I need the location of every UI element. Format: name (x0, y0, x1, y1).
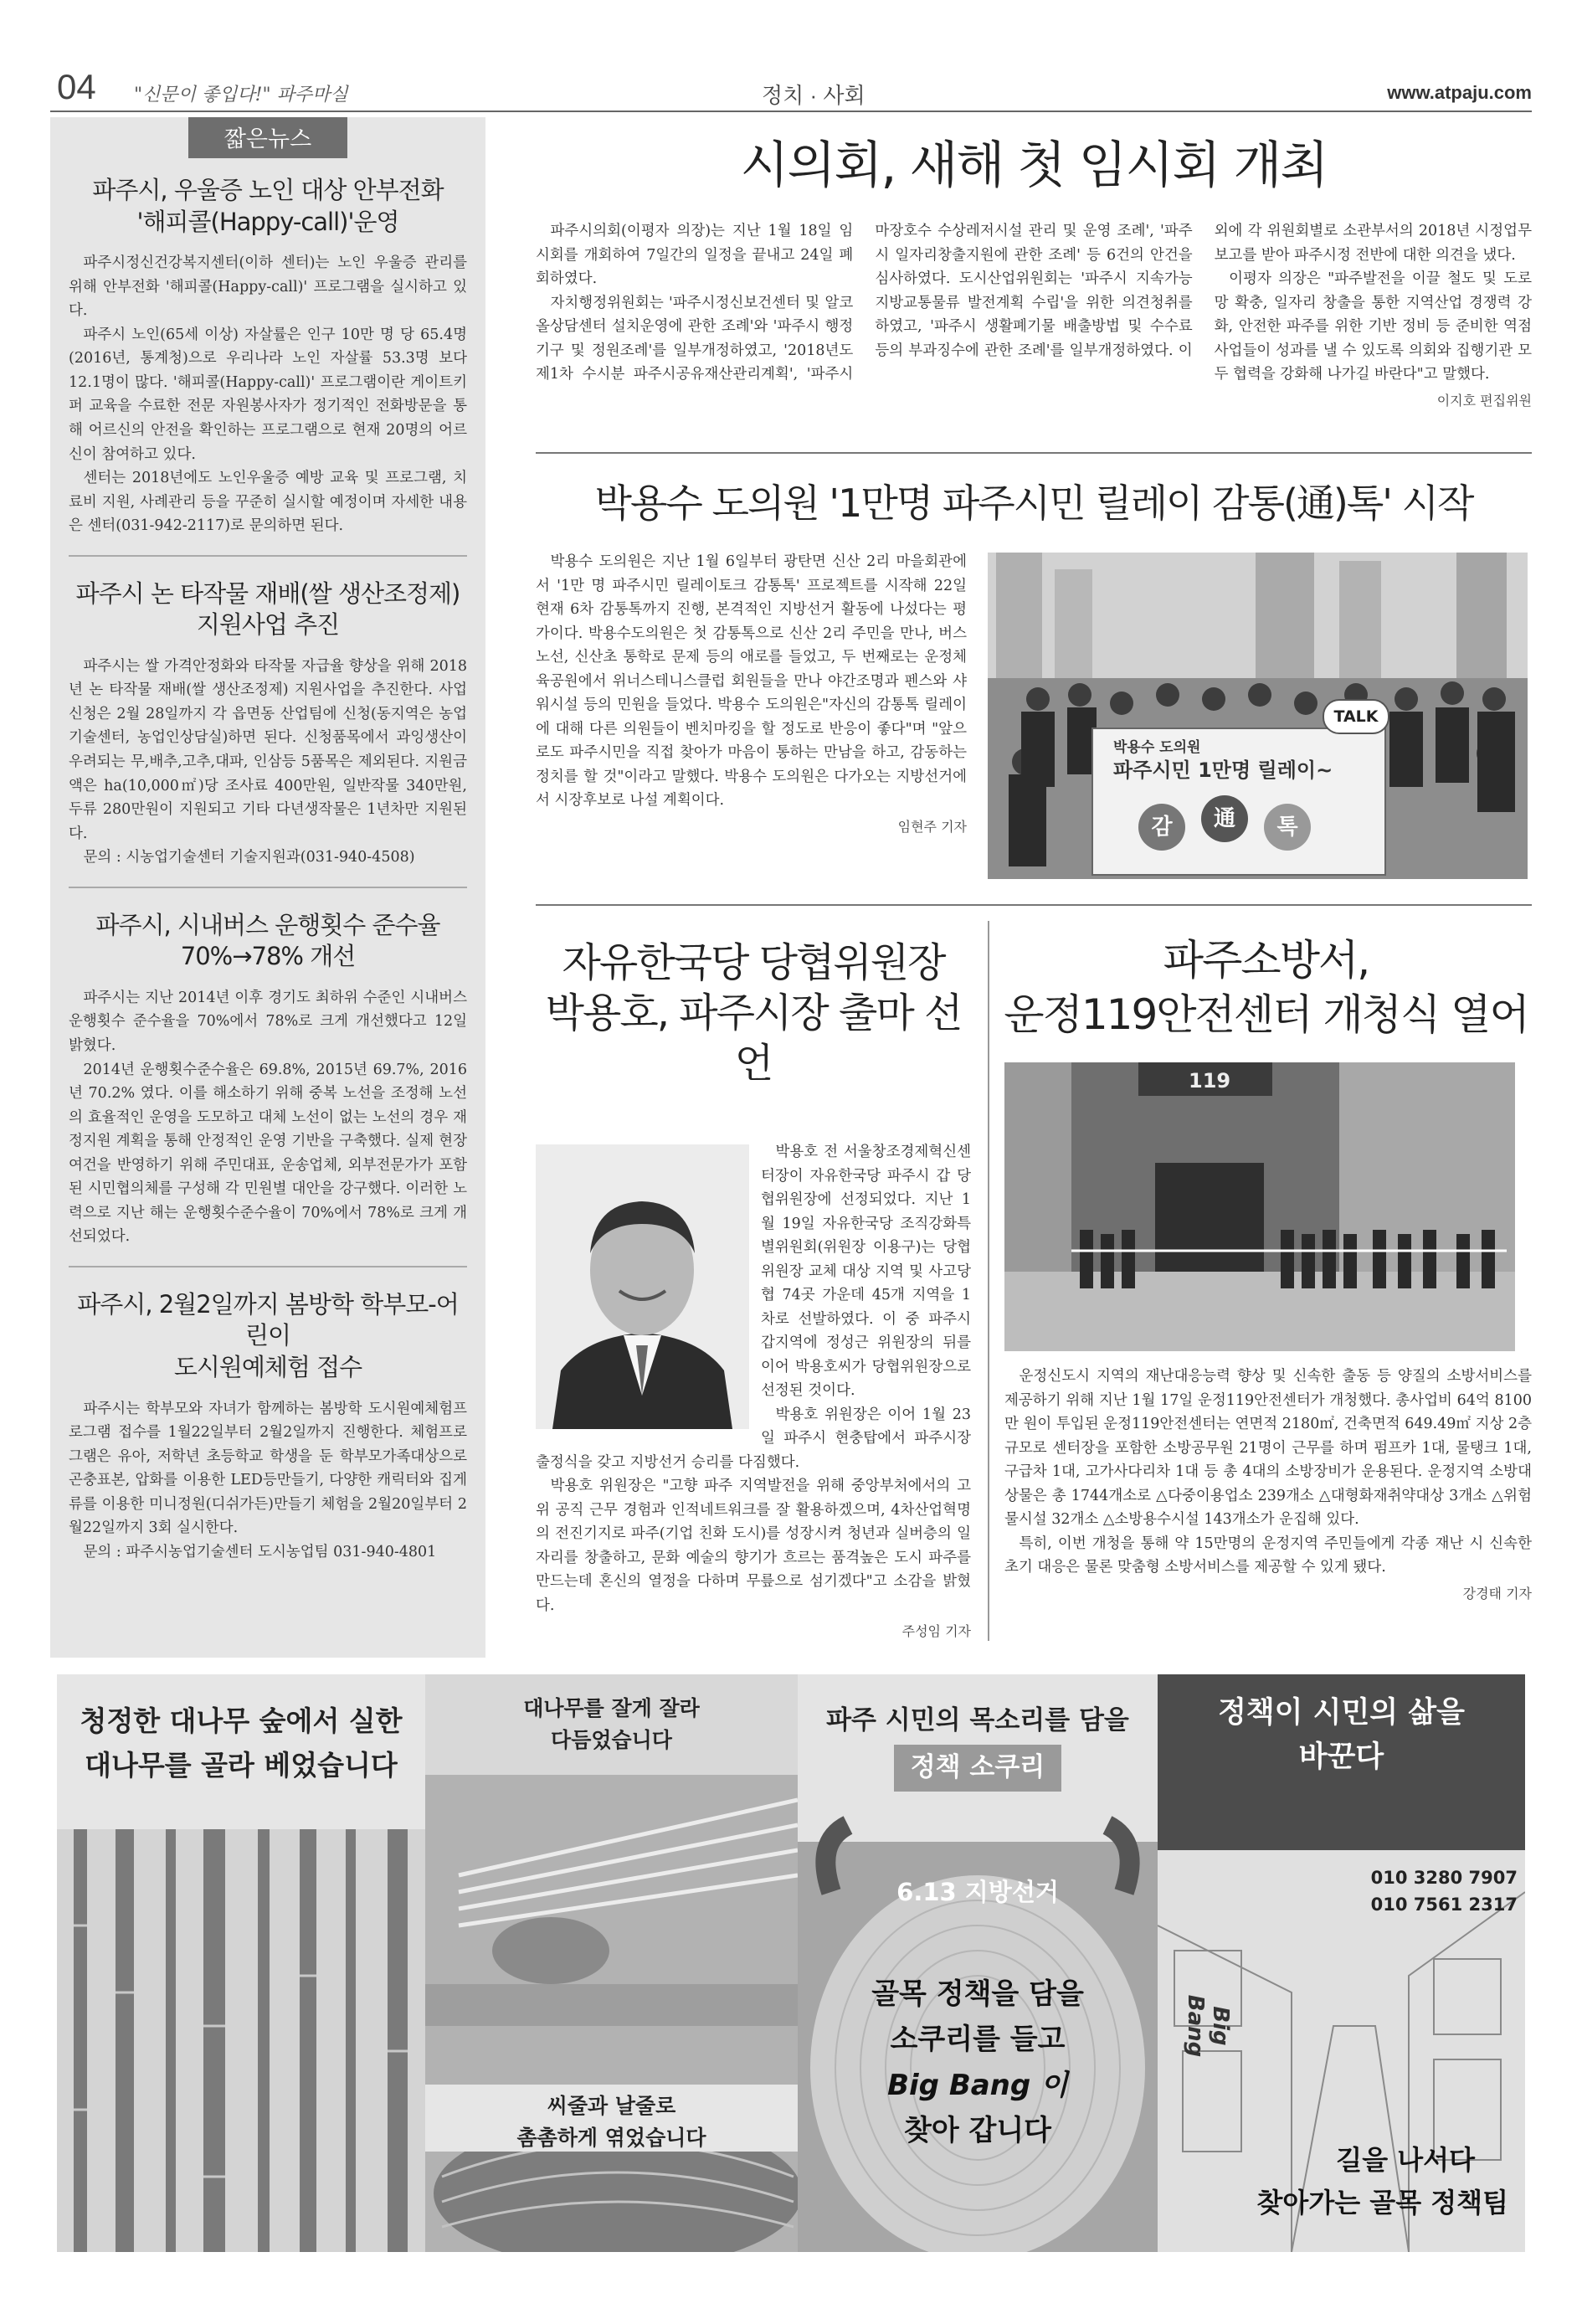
divider (536, 904, 1532, 906)
brief-body: 파주시는 지난 2014년 이후 경기도 최하위 수준인 시내버스 운행횟수 준수율을 70%에서 78%로 크게 개선했다고 12일 밝혔다. 2014년 운행횟수준수율은 69.8%, 2015년 69.7%, 2016년 70.2% 였다. 이를 해소하기 위해 중복 노선을 조정해 노선의 효율적인 운영을 도모하고 대체 노선이 없는 노선의 경우 재정지원 계획을 통해 안정적인 운영 기반을 구축했다. 실제 현장 여건을 반영하기 위해 주민대표, 운송업체, 외부전문가가 포함된 시민협의체를 구성해 각 민원별 대안을 강구했다. 이러한 노력으로 지난 해는 운행횟수준수율이 70%에서 78%로 크게 개선되었다. (69, 989, 467, 1246)
brief-title: 파주시, 2월2일까지 봄방학 학부모-어린이 도시원예체험 접수 (77, 1289, 459, 1381)
divider (536, 452, 1532, 454)
fire-headline: 파주소방서, 운정119안전센터 개청식 열어 (1004, 936, 1528, 1039)
brief-title: 파주시, 우울증 노인 대상 안부전화 '해피콜(Happy-call)'운영 (92, 176, 444, 236)
council-article (536, 126, 1532, 409)
page-number: 04 (57, 67, 96, 106)
fire-station-photo (1004, 1062, 1515, 1351)
newspaper-slogan: "신문이 좋입다!" 파주마실 (134, 85, 348, 105)
ad-panel-bamboo-forest (57, 1674, 425, 2252)
ad-panel-basket (798, 1674, 1158, 2252)
brief-title: 파주시, 시내버스 운행횟수 준수율 70%→78% 개선 (95, 910, 440, 971)
relay-headline: 박용수 도의원 '1만명 파주시민 릴레이 감통(通)톡' 시작 (594, 481, 1473, 526)
fire-body: 운정신도시 지역의 재난대응능력 향상 및 신속한 출동 등 양질의 소방서비스를 제공하기 위해 지난 1월 17일 운정119안전센터가 개청했다. 총사업비 64억 8100만 원이 투입된 운정119안전센터는 연면적 2180㎡, 건축면적 649.49㎡ 지상 2층 규모로 센터장을 포함한 소방공무원 21명이 근무를 하며 펌프카 1대, 물탱크 1대, 구급차 1대, 고가사다리차 1대 등 총 4대의 소방장비가 운용된다. 운정지역 소방대상물은 총 1744개소로 △다중이용업소 239개소 △대형화재취약대상 3개소 △위험물시설 32개소 △소방용수시설 143개소가 운집해 있다. 특히, 이번 개청을 통해 약 15만명의 운정지역 주민들에게 각종 재난 시 신속한 초기 대응은 물론 맞춤형 소방서비스를 제공할 수 있게 됐다. (1004, 1368, 1532, 1576)
brief-gardening-program (69, 1267, 467, 1581)
ad-panel3-message: 골목 정책을 담을 소쿠리를 들고 Big Bang 이 찾아 갑니다 (871, 1977, 1084, 2148)
ad-panel2-top-text: 대나무를 잘게 잘라 다듬었습니다 (523, 1696, 700, 1752)
fire-station-article (1000, 933, 1532, 1602)
brief-body: 파주시는 학부모와 자녀가 함께하는 봄방학 도시원예체험프로그램 접수를 1월22일부터 2월2일까지 진행한다. 체험프로그램은 유아, 저학년 초등학교 학생을 둔 학부모가족대상으로 곤충표본, 압화를 이용한 LED등만들기, 다양한 캐릭터와 집게류를 이용한 미니정원(디쉬가든)만들기 체험을 2월20일부터 2월22일까지 3회 실시한다. 문의 : 파주시농업기술센터 도시농업팀 031-940-4801 (69, 1400, 467, 1560)
brief-title: 파주시 논 타작물 재배(쌀 생산조정제) 지원사업 추진 (75, 578, 460, 640)
policy-basket-advertisement (57, 1674, 1525, 2252)
relay-char-gam: 감 (1138, 804, 1185, 851)
relay-photo-art (988, 553, 1528, 879)
website-link[interactable]: www.atpaju.com (1387, 82, 1532, 103)
relay-banner-line1: 박용수 도의원 (1113, 739, 1201, 756)
council-headline: 시의회, 새해 첫 임시회 개최 (740, 136, 1328, 195)
candidate-article (536, 938, 971, 1640)
column-divider (988, 921, 989, 1641)
ad-phone-numbers[interactable]: 010 3280 7907 010 7561 2317 (1370, 1868, 1518, 1915)
fire-photo-art (1004, 1062, 1515, 1351)
ad-election-label: 6.13 지방선거 (896, 1878, 1059, 1906)
relay-char-tong: 通 (1201, 795, 1248, 842)
relay-talk-photo (988, 553, 1528, 879)
ad-panel2-bottom-text: 씨줄과 날줄로 촘촘하게 엮었습니다 (516, 2094, 706, 2150)
brief-body: 파주시정신건강복지센터(이하 센터)는 노인 우울증 관리를 위해 안부전화 '해피콜(Happy-call)' 프로그램을 실시하고 있다. 파주시 노인(65세 이상) 자살률은 인구 10만 명 당 65.4명(2016년, 통계청)으로 우리나라 노인 자살률 53.3명 보다 12.1명이 많다. '해피콜(Happy-call)' 프로그램이란 게이트키퍼 교육을 수료한 전문 자원봉사자가 정기적인 전화방문을 통해 어르신의 안전을 확인하는 프로그램으로 현재 20명의 어르신이 참여하고 있다. 센터는 2018년에도 노인우울증 예방 교육 및 프로그램, 치료비 지원, 사례관리 등을 꾸준히 실시할 예정이며 자세한 내용은 센터(031-942-2117)로 문의하면 된다. (69, 255, 467, 535)
short-news-sidebar (50, 117, 485, 1658)
brief-rice-adjustment (69, 557, 467, 888)
candidate-byline: 주성임 기자 (901, 1623, 971, 1640)
weaving-art (425, 1674, 798, 2252)
ad-panel3-title: 파주 시민의 목소리를 담을 정책 소쿠리 (798, 1698, 1158, 1792)
ad-panel1-text: 청정한 대나무 숲에서 실한 대나무를 골라 베었습니다 (80, 1704, 403, 1782)
council-body: 파주시의회(이평자 의장)는 지난 1월 18일 임시회를 개회하여 7일간의 일정을 끝내고 24일 폐회하였다. 자치행정위원회는 '파주시정신보건센터 및 알코올상담센터 설치운영에 관한 조례'와 '파주시 행정기구 및 정원조례'를 일부개정하였고, '2018년도 제1차 수시분 파주시공유재산관리계획', '파주시 마장호수 수상레저시설 관리 및 운영 조례', '파주시 일자리창출지원에 관한 조례' 등 6건의 안건을 심사하였다. 도시산업위원회는 '파주시 지속가능 지방교통물류 발전계획 수립'을 위한 의견청취를 하였고, '파주시 생활폐기물 배출방법 및 수수료 등의 부과징수에 관한 조례'를 일부개정하였다. 이외에 각 위원회별로 소관부서의 2018년 시정업무보고를 받아 파주시정 전반에 대한 의견을 냈다. 이평자 의장은 "파주발전을 이끌 철도 및 도로망 확충, 일자리 창출을 통한 지역산업 경쟁력 강화, 안전한 파주를 위한 기반 정비 등 준비한 역점사업들이 성과를 낼 수 있도록 의회와 집행기관 모두 협력을 강화해 나가길 바란다"고 말했다. (536, 223, 1532, 383)
relay-banner-line2: 파주시민 1만명 릴레이~ (1113, 758, 1333, 782)
short-news-tab: 짧은뉴스 (188, 117, 347, 158)
brief-bus-compliance (69, 888, 467, 1267)
brief-body: 파주시는 쌀 가격안정화와 타작물 자급율 향상을 위해 2018년 논 타작물 재배(쌀 생산조정제) 지원사업을 추진한다. 사업신청은 2월 28일까지 각 읍면동 산업팀에 신청(동지역은 농업기술센터, 농업인상담실)하면 된다. 신청품목에서 과잉생산이 우려되는 무,배추,고추,대파, 인삼등 5품목은 제외된다. 지원금액은 ha(10,000㎡)당 조사료 400만원, 일반작물 340만원, 두류 280만원이 지원되고 기타 다년생작물은 1년차만 지원된다. 문의 : 시농업기술센터 기술지원과(031-940-4508) (69, 657, 467, 866)
council-byline: 이지호 편집위원 (1436, 392, 1532, 409)
relay-talk-bubble: TALK (1323, 699, 1389, 734)
candidate-headline: 자유한국당 당협위원장 박용호, 파주시장 출마 선언 (545, 939, 962, 1087)
candidate-portrait (536, 1144, 749, 1429)
relay-char-tok: 톡 (1264, 804, 1311, 851)
candidate-body: 박용호 전 서울창조경제혁신센터장이 자유한국당 파주시 갑 당협위원장에 선정되었다. 지난 1월 19일 자유한국당 조직강화특별위원회(위원장 이용구)는 당협위원장 교체 대상 지역 및 사고당협 74곳 가운데 45개 지역을 1차로 선발하였다. 이 중 파주시 갑지역에 정성근 위원장의 뒤를 이어 박용호씨가 당협위원장으로 선정된 것이다. 박용호 위원장은 이어 1월 23일 파주시 현충탑에서 파주시장 출정식을 갖고 지방선거 승리를 다짐했다. 박용호 위원장은 "고향 파주 지역발전을 위해 중앙부처에서의 고위 공직 근무 경험과 인적네트워크를 잘 활용하겠으며, 4차산업혁명의 전진기지로 파주(기업 친화 도시)를 성장시켜 청년과 실버층의 일자리를 창출하고, 문화 예술의 향기가 흐르는 품격높은 도시 파주를 만드는데 혼신의 열정을 다하며 무릎으로 섬기겠다"고 소감을 밝혔다. (536, 1144, 971, 1614)
relay-byline: 임현주 기자 (897, 818, 967, 835)
relay-body: 박용수 도의원은 지난 1월 6일부터 광탄면 신산 2리 마을회관에서 '1만 명 파주시민 릴레이토크 감통톡' 프로젝트를 시작해 22일 현재 6차 감통톡까지 진행, 본격적인 지방선거 활동에 나섰다는 평가이다. 박용수도의원은 첫 감통톡으로 신산 2리 주민을 만나, 버스노선, 신산초 통학로 문제 등의 애로를 들었고, 두 번째로는 운정체육공원에서 위너스테니스클럽 회원들을 만나 야간조명과 펜스와 샤워시설 등의 민원을 들었다. 박용수 도의원은"자신의 감통톡 릴레이에 대해 다른 의원들이 벤치마킹을 할 정도로 반응이 좋다"며 "앞으로도 파주시민을 직접 찾아가 마음이 통하는 만남을 하고, 감동하는 정치를 할 것"이라고 말했다. 박용수 도의원은 다가오는 지방선거에서 시장후보로 나설 계획이다. (536, 553, 967, 810)
ad-panel-weaving (425, 1674, 798, 2252)
fire-station-sign: 119 (1189, 1069, 1231, 1093)
fire-byline: 강경태 기자 (1462, 1585, 1532, 1602)
ad-panel4-title: 정책이 시민의 삶을 바꾼다 (1218, 1696, 1465, 1774)
candidate-portrait-art (536, 1144, 749, 1429)
page-header (50, 65, 1532, 112)
ad-panel4-bottom: 길을 나서다 찾아가는 골목 정책팀 (1256, 2144, 1508, 2219)
ad-bigbang-vertical: Big Bang (1183, 1994, 1233, 2058)
section-name: 정치 · 사회 (762, 83, 865, 108)
brief-happy-call (69, 158, 467, 557)
ad-panel-alley (1158, 1674, 1525, 2252)
